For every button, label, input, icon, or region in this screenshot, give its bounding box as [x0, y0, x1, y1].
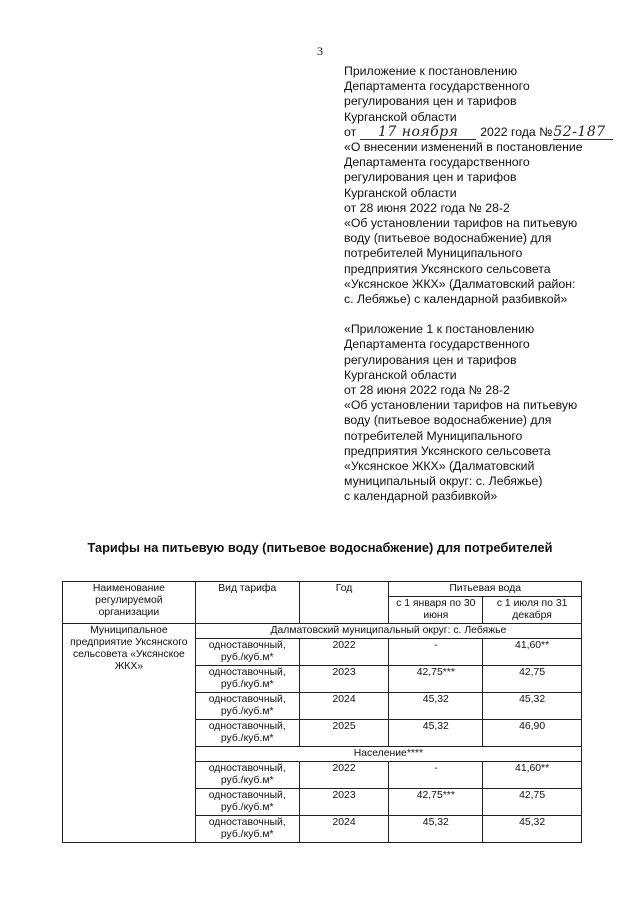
date-year: 2022 года № — [480, 124, 553, 139]
header-amendment: «О внесении изменений в постановление Департамента государственного регулирования цен и тарифов Курганской области от 28 июня 2022 года № 28-2 «Об установлении тарифов на питьевую воду (питьевое водоснабжение) для потребителей Муниципального предприятия Уксянского сельсовета «Уксянское ЖКХ» (Далматовский район: с. Лебяжье) с календарной разбивкой» — [344, 140, 583, 307]
tariff-period2: 45,32 — [483, 693, 582, 720]
document-title: Тарифы на питьевую воду (питьевое водоснабжение) для потребителей — [87, 540, 553, 555]
header-year: Год — [299, 582, 389, 624]
tariff-year: 2022 — [299, 639, 389, 666]
tariff-year: 2024 — [299, 693, 389, 720]
tariff-kind: одноставочный, руб./куб.м* — [195, 816, 299, 843]
tariff-period1: 42,75*** — [389, 666, 483, 693]
handwritten-date: 17 ноября — [360, 125, 476, 140]
header-block — [344, 64, 614, 505]
tariff-period2: 41,60** — [483, 762, 582, 789]
handwritten-number: 52-187 — [553, 125, 613, 140]
section-label: Далматовский муниципальный округ: с. Лебяжье — [195, 624, 581, 639]
header-water: Питьевая вода — [389, 582, 582, 597]
header-org: Наименование регулируемой организации — [63, 582, 196, 624]
tariff-period2: 45,32 — [483, 816, 582, 843]
tariff-period1: 42,75*** — [389, 789, 483, 816]
page-number: 3 — [317, 44, 323, 58]
tariff-period1: - — [389, 639, 483, 666]
tariff-kind: одноставочный, руб./куб.м* — [195, 666, 299, 693]
tariff-kind: одноставочный, руб./куб.м* — [195, 693, 299, 720]
tariff-period1: 45,32 — [389, 720, 483, 747]
header-period1: с 1 января по 30 июня — [389, 597, 483, 624]
tariff-period1: 45,32 — [389, 693, 483, 720]
tariff-period2: 46,90 — [483, 720, 582, 747]
organization-cell: Муниципальное предприятие Уксянского сельсовета «Уксянское ЖКХ» — [63, 624, 196, 843]
tariff-period1: 45,32 — [389, 816, 483, 843]
header-appendix: «Приложение 1 к постановлению Департамента государственного регулирования цен и тарифов Курганской области от 28 июня 2022 года № 28-2 «Об установлении тарифов на питьевую воду (питьевое водоснабжение) для потребителей Муниципального предприятия Уксянского сельсовета «Уксянское ЖКХ» (Далматовский муниципальный округ: с. Лебяжье) с календарной разбивкой» — [344, 322, 578, 504]
tariff-period2: 42,75 — [483, 789, 582, 816]
header-period2: с 1 июля по 31 декабря — [483, 597, 582, 624]
header-intro: Приложение к постановлению Департамента государственного регулирования цен и тарифов Курганской области — [344, 64, 530, 124]
tariff-year: 2022 — [299, 762, 389, 789]
section-label: Население**** — [195, 747, 581, 762]
header-date-line — [344, 125, 614, 140]
tariff-year: 2023 — [299, 789, 389, 816]
tariff-year: 2024 — [299, 816, 389, 843]
table-header-row — [63, 582, 582, 597]
tariff-kind: одноставочный, руб./куб.м* — [195, 639, 299, 666]
tariff-kind: одноставочный, руб./куб.м* — [195, 789, 299, 816]
section-row — [63, 624, 582, 639]
tariff-year: 2023 — [299, 666, 389, 693]
date-prefix: от — [344, 124, 357, 139]
tariff-period2: 42,75 — [483, 666, 582, 693]
tariff-period2: 41,60** — [483, 639, 582, 666]
tariff-table — [62, 581, 582, 843]
tariff-kind: одноставочный, руб./куб.м* — [195, 720, 299, 747]
tariff-year: 2025 — [299, 720, 389, 747]
tariff-period1: - — [389, 762, 483, 789]
tariff-kind: одноставочный, руб./куб.м* — [195, 762, 299, 789]
header-kind: Вид тарифа — [195, 582, 299, 624]
